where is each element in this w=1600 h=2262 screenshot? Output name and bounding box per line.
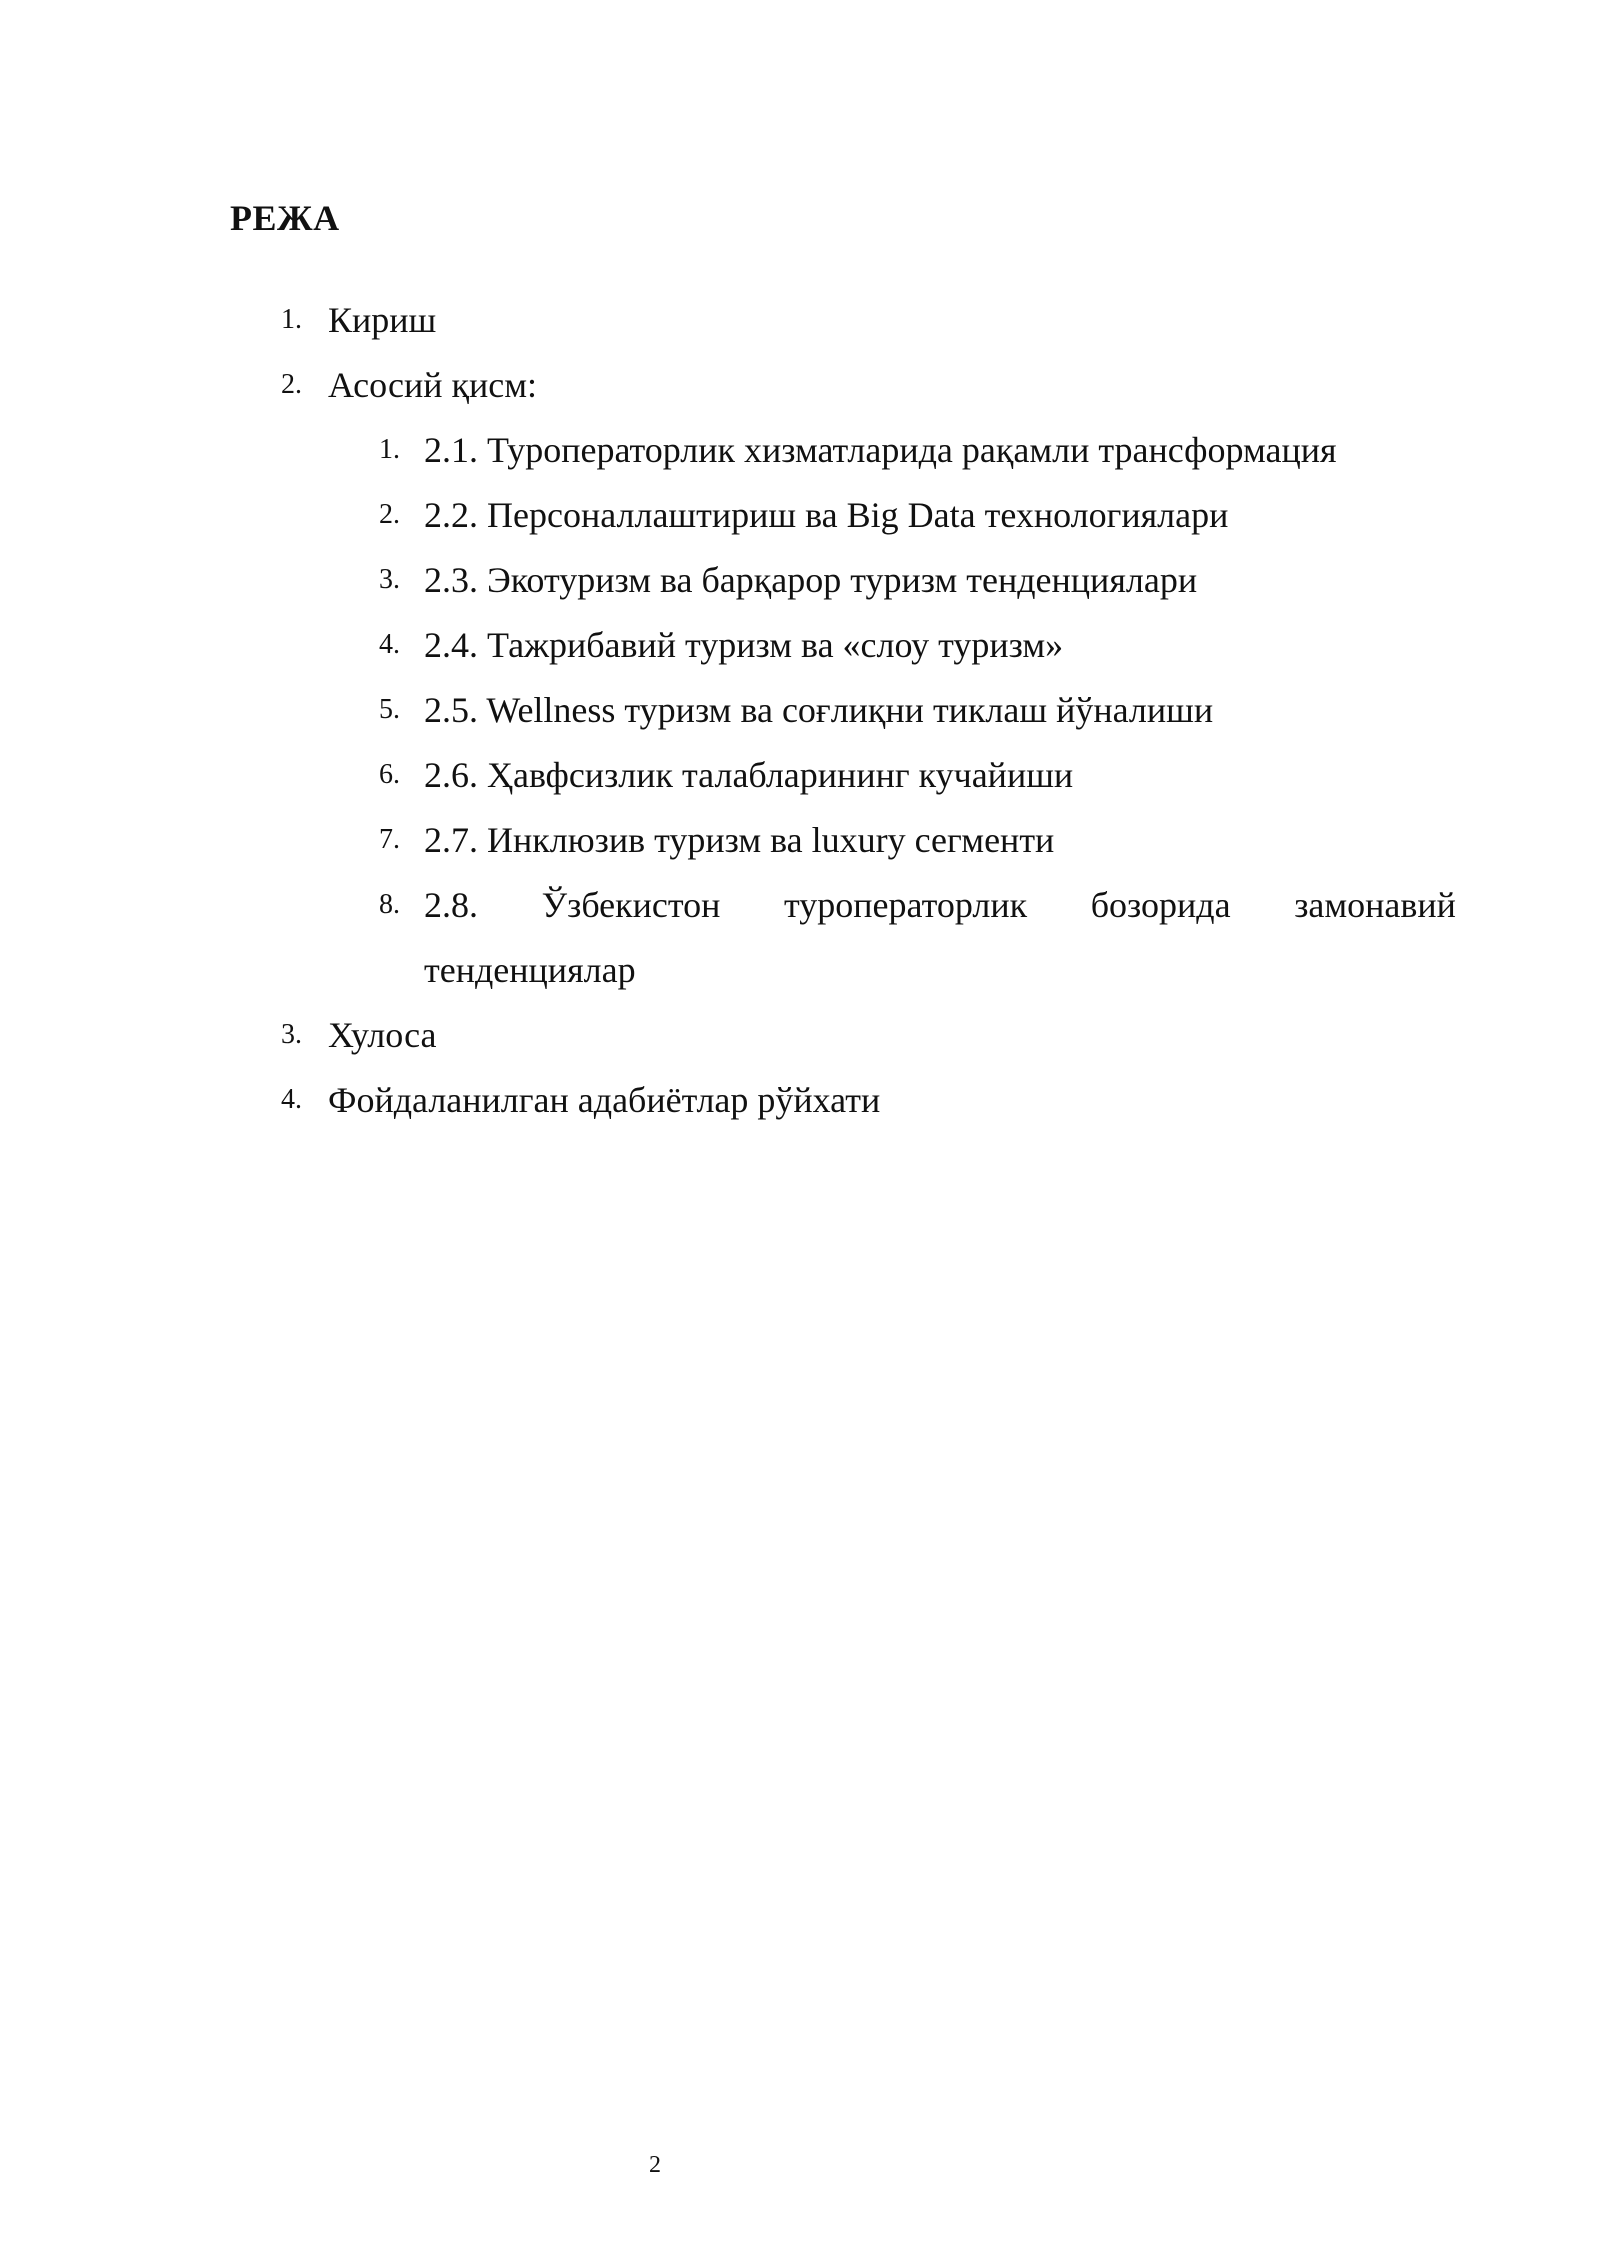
sublist-item-text-continuation: тенденциялар bbox=[424, 950, 636, 990]
sublist-item-number: 8. bbox=[379, 889, 400, 920]
list-item-text: Фойдаланилган адабиётлар рўйхати bbox=[328, 1080, 881, 1120]
word: бозорида bbox=[1090, 885, 1231, 925]
sublist-item-text: 2.2. Персоналлаштириш ва Big Data технологиялари bbox=[424, 495, 1229, 535]
list-item-text: Кириш bbox=[328, 300, 437, 340]
word: Ўзбекистон bbox=[541, 885, 721, 925]
list-item-number: 3. bbox=[281, 1019, 302, 1050]
sublist-item-text: 2.6. Ҳавфсизлик талабларининг кучайиши bbox=[424, 755, 1074, 795]
sublist-item-number: 5. bbox=[379, 694, 400, 725]
page-number: 2 bbox=[649, 2152, 661, 2178]
sublist-item-number: 4. bbox=[379, 629, 400, 660]
sublist-item-text: 2.5. Wellness туризм ва соғлиқни тиклаш йўналиши bbox=[424, 690, 1214, 730]
list-item-number: 1. bbox=[281, 304, 302, 335]
sublist-item-number: 6. bbox=[379, 759, 400, 790]
sublist-item-number: 2. bbox=[379, 499, 400, 530]
sublist-item-text: 2.3. Экотуризм ва барқарор туризм тенденциялари bbox=[424, 560, 1198, 600]
list-item-number: 4. bbox=[281, 1084, 302, 1115]
list-item-text: Асосий қисм: bbox=[328, 365, 538, 405]
sublist-item-text: 2.4. Тажрибавий туризм ва «слоу туризм» bbox=[424, 625, 1064, 665]
sublist-item-number: 3. bbox=[379, 564, 400, 595]
word: 2.8. bbox=[424, 885, 478, 925]
list-item-text: Хулоса bbox=[328, 1015, 437, 1055]
sublist-item-number: 7. bbox=[379, 824, 400, 855]
sublist-item-text: 2.7. Инклюзив туризм ва luxury сегменти bbox=[424, 820, 1055, 860]
word: туроператорлик bbox=[784, 885, 1028, 925]
list-item-number: 2. bbox=[281, 369, 302, 400]
sublist-item-number: 1. bbox=[379, 434, 400, 465]
page-title: РЕЖА bbox=[230, 198, 340, 238]
word: замонавий bbox=[1294, 885, 1456, 925]
sublist-item-text bbox=[424, 879, 1456, 931]
sublist-item-text: 2.1. Туроператорлик хизматларида рақамли трансформация bbox=[424, 430, 1337, 470]
